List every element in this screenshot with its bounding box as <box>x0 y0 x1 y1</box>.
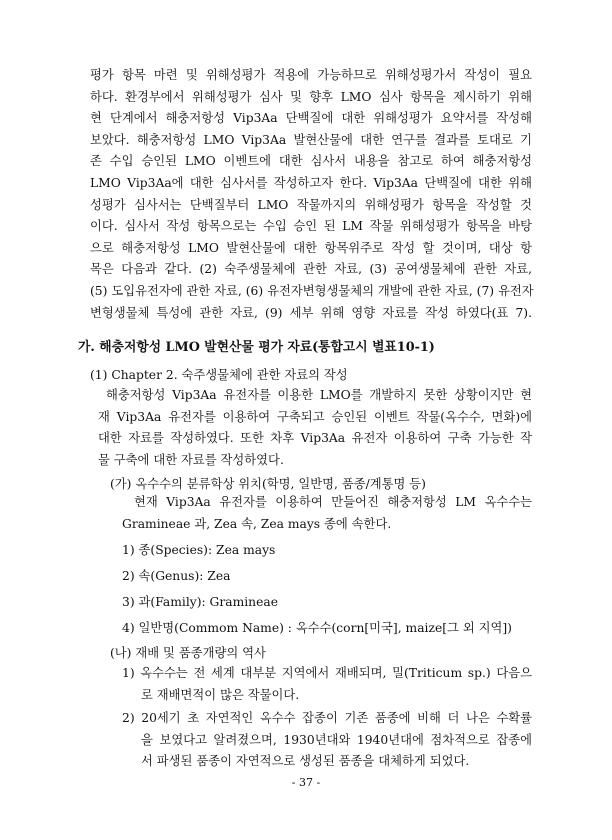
chapter-line: 해충저항성 Vip3Aa 유전자를 이용한 LMO를 개발하지 못한 상황이지만 현 <box>106 388 532 402</box>
history-line: 1) 옥수수는 전 세계 대부분 지역에서 재배되며, 밀(Triticum sp.) 다음으 <box>122 666 532 680</box>
chapter-paragraph <box>98 385 532 471</box>
chapter-line: 물 구축에 대한 자료를 작성하였다. <box>98 452 284 467</box>
section-heading: 가. 해충저항성 LMO 발현산물 평가 자료(통합고시 별표10-1) <box>78 340 435 355</box>
sub-ga-line: 현재 Vip3Aa 유전자를 이용하여 만들어진 해충저항성 LM 옥수수는 <box>134 495 532 509</box>
history-line: 로 재배면적이 많은 작물이다. <box>141 687 300 702</box>
intro-line: 으로 해충저항성 LMO 발현산물에 대한 항목위주로 작성 할 것이며, 대상 항 <box>90 240 532 255</box>
sub-na-title: (나) 재배 및 품종개량의 역사 <box>110 646 266 660</box>
history-line: 서 파생된 품종이 자연적으로 생성된 품종을 대체하게 되었다. <box>141 754 470 769</box>
taxonomy-family: 3) 과(Family): Gramineae <box>122 595 278 609</box>
history-item-1 <box>122 663 532 706</box>
taxonomy-common-name: 4) 일반명(Commom Name) : 옥수수(corn[미국], maize[그 외 지역]) <box>122 621 512 635</box>
sub-ga-title: (가) 옥수수의 분류학상 위치(학명, 일반명, 품종/계통명 등) <box>110 477 426 491</box>
history-line: 을 보였다고 알려졌으며, 1930년대와 1940년대에 점차적으로 잡종에 <box>141 732 532 747</box>
intro-line: 목은 다음과 같다. (2) 숙주생물체에 관한 자료, (3) 공여생물체에 관한 자료, <box>90 262 532 277</box>
intro-line: LMO Vip3Aa에 대한 심사서를 작성하고자 한다. Vip3Aa 단백질에 대한 위해 <box>90 175 532 190</box>
intro-line: 평가 항목 마련 및 위해성평가 적용에 가능하므로 위해성평가서 작성이 필요 <box>90 68 532 82</box>
taxonomy-genus: 2) 속(Genus): Zea <box>122 569 231 583</box>
intro-line: 성평가 심사서는 단백질부터 LMO 작물까지의 위해성평가 항목을 작성할 것 <box>90 197 532 212</box>
intro-line: 보았다. 해충저항성 LMO Vip3Aa 발현산물에 대한 연구를 결과를 토대로 기 <box>90 132 532 147</box>
intro-paragraph <box>90 65 532 324</box>
intro-line: 존 수입 승인된 LMO 이벤트에 대한 심사서 내용을 참고로 하여 해충저항성 <box>90 154 532 169</box>
history-item-2 <box>122 708 532 773</box>
intro-line: 변형생물체 특성에 관한 자료, (9) 세부 위해 영향 자료를 작성 하였다(표 7). <box>90 305 532 320</box>
intro-line: 현 단계에서 해충저항성 Vip3Aa 단백질에 대한 위해성평가 요약서를 작성해 <box>90 111 532 126</box>
chapter-title: (1) Chapter 2. 숙주생물체에 관한 자료의 작성 <box>90 368 348 382</box>
sub-ga-paragraph <box>122 492 532 535</box>
chapter-line: 재 Vip3Aa 유전자를 이용하여 구축되고 승인된 이벤트 작물(옥수수, 면화)에 <box>98 409 532 424</box>
page-number: - 37 - <box>291 776 321 789</box>
intro-line: 이다. 심사서 작성 항목으로는 수입 승인 된 LM 작물 위해성평가 항목을 바탕 <box>90 219 532 234</box>
intro-line: 하다. 환경부에서 위해성평가 심사 및 향후 LMO 심사 항목을 제시하기 위해 <box>90 89 532 104</box>
intro-line: (5) 도입유전자에 관한 자료, (6) 유전자변형생물체의 개발에 관한 자료, (7) 유전자 <box>90 283 534 298</box>
taxonomy-species: 1) 종(Species): Zea mays <box>122 543 276 557</box>
sub-ga-line: Gramineae 과, Zea 속, Zea mays 종에 속한다. <box>122 516 392 531</box>
history-line: 2) 20세기 초 자연적인 옥수수 잡종이 기존 품종에 비해 더 나은 수확률 <box>122 711 532 725</box>
chapter-line: 대한 자료를 작성하였다. 또한 차후 Vip3Aa 유전자 이용하여 구축 가능한 작 <box>98 431 532 446</box>
